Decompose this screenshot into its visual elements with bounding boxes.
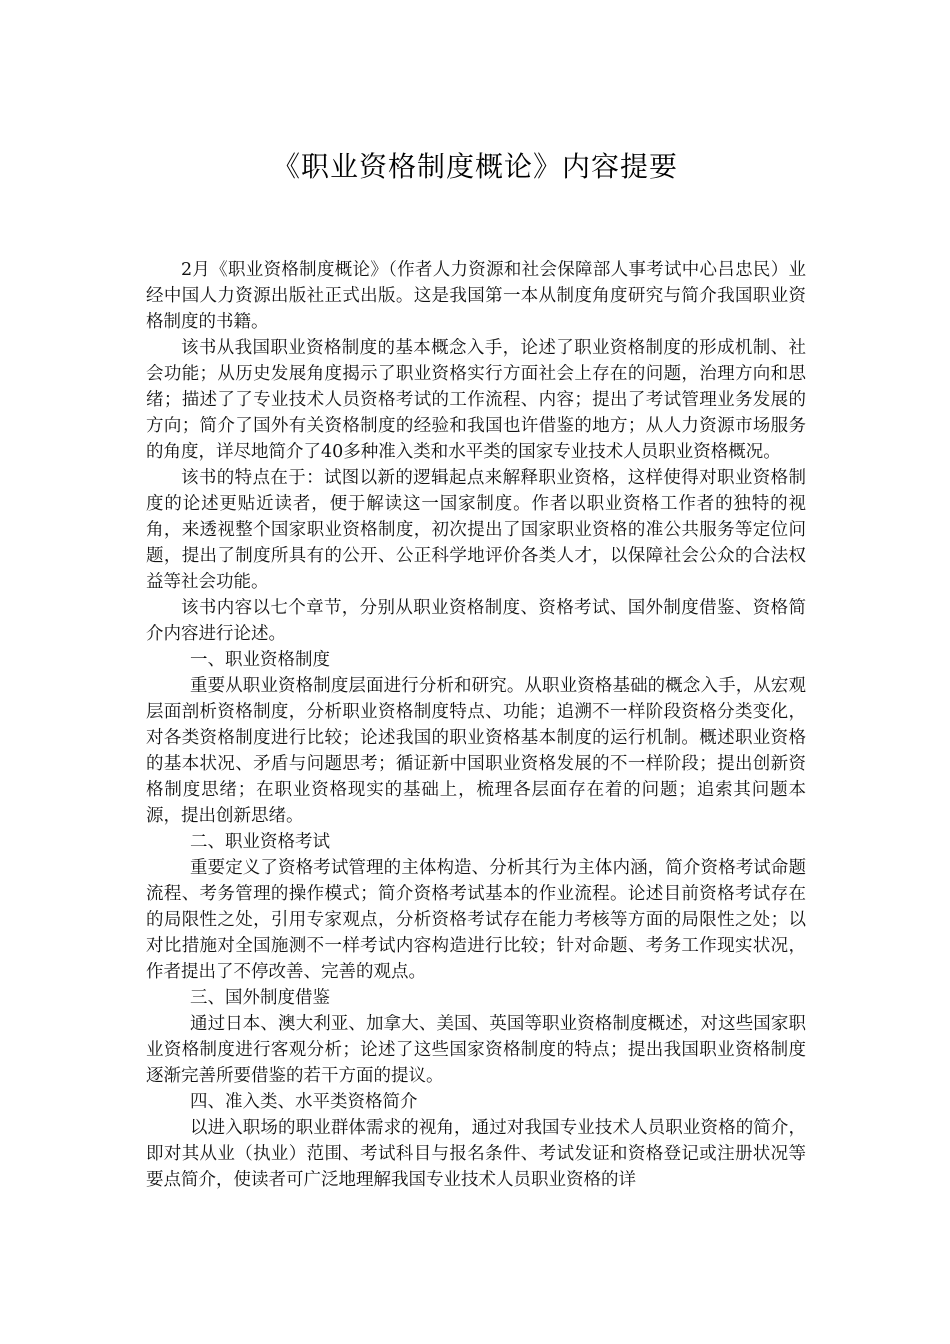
chapters-paragraph: 该书内容以七个章节，分别从职业资格制度、资格考试、国外制度借鉴、资格简介内容进行论述。 bbox=[146, 598, 806, 644]
section-heading-4: 四、准入类、水平类资格简介 bbox=[190, 1092, 418, 1112]
document-body bbox=[146, 257, 806, 1193]
section-body-1: 重要从职业资格制度层面进行分析和研究。从职业资格基础的概念入手，从宏观层面剖析资格制度，分析职业资格制度特点、功能；追溯不一样阶段资格分类变化，对各类资格制度进行比较；论述我国的职业资格基本制度的运行机制。概述职业资格的基本状况、矛盾与问题思考；循证新中国职业资格发展的不一样阶段；提出创新资格制度思绪；在职业资格现实的基础上，梳理各层面存在着的问题；追索其问题本源，提出创新思绪。 bbox=[146, 676, 806, 826]
section-body-3: 通过日本、澳大利亚、加拿大、美国、英国等职业资格制度概述，对这些国家职业资格制度进行客观分析；论述了这些国家资格制度的特点；提出我国职业资格制度逐渐完善所要借鉴的若干方面的提议。 bbox=[146, 1014, 806, 1086]
intro-paragraph: 2月《职业资格制度概论》（作者人力资源和社会保障部人事考试中心吕忠民）业经中国人力资源出版社正式出版。这是我国第一本从制度角度研究与简介我国职业资格制度的书籍。 bbox=[146, 260, 806, 332]
section-heading-1: 一、职业资格制度 bbox=[190, 650, 330, 670]
section-body-4: 以进入职场的职业群体需求的视角，通过对我国专业技术人员职业资格的简介，即对其从业（执业）范围、考试科目与报名条件、考试发证和资格登记或注册状况等要点简介，使读者可广泛地理解我国专业技术人员职业资格的详 bbox=[146, 1118, 806, 1190]
document-title: 《职业资格制度概论》内容提要 bbox=[271, 150, 678, 183]
features-paragraph: 该书的特点在于：试图以新的逻辑起点来解释职业资格，这样使得对职业资格制度的论述更贴近读者，便于解读这一国家制度。作者以职业资格工作者的独特的视角，来透视整个国家职业资格制度，初次提出了国家职业资格的准公共服务等定位问题，提出了制度所具有的公开、公正科学地评价各类人才，以保障社会公众的合法权益等社会功能。 bbox=[146, 468, 806, 592]
section-body-2: 重要定义了资格考试管理的主体构造、分析其行为主体内涵，简介资格考试命题流程、考务管理的操作模式；简介资格考试基本的作业流程。论述目前资格考试存在的局限性之处，引用专家观点，分析资格考试存在能力考核等方面的局限性之处；以对比措施对全国施测不一样考试内容构造进行比较；针对命题、考务工作现实状况，作者提出了不停改善、完善的观点。 bbox=[146, 858, 806, 982]
section-heading-2: 二、职业资格考试 bbox=[190, 832, 330, 852]
overview-paragraph: 该书从我国职业资格制度的基本概念入手，论述了职业资格制度的形成机制、社会功能；从历史发展角度揭示了职业资格实行方面社会上存在的问题，治理方向和思绪；描述了了专业技术人员资格考试的工作流程、内容；提出了考试管理业务发展的方向；简介了国外有关资格制度的经验和我国也许借鉴的地方；从人力资源市场服务的角度，详尽地简介了40多种准入类和水平类的国家专业技术人员职业资格概况。 bbox=[146, 338, 806, 462]
section-heading-3: 三、国外制度借鉴 bbox=[190, 988, 330, 1008]
